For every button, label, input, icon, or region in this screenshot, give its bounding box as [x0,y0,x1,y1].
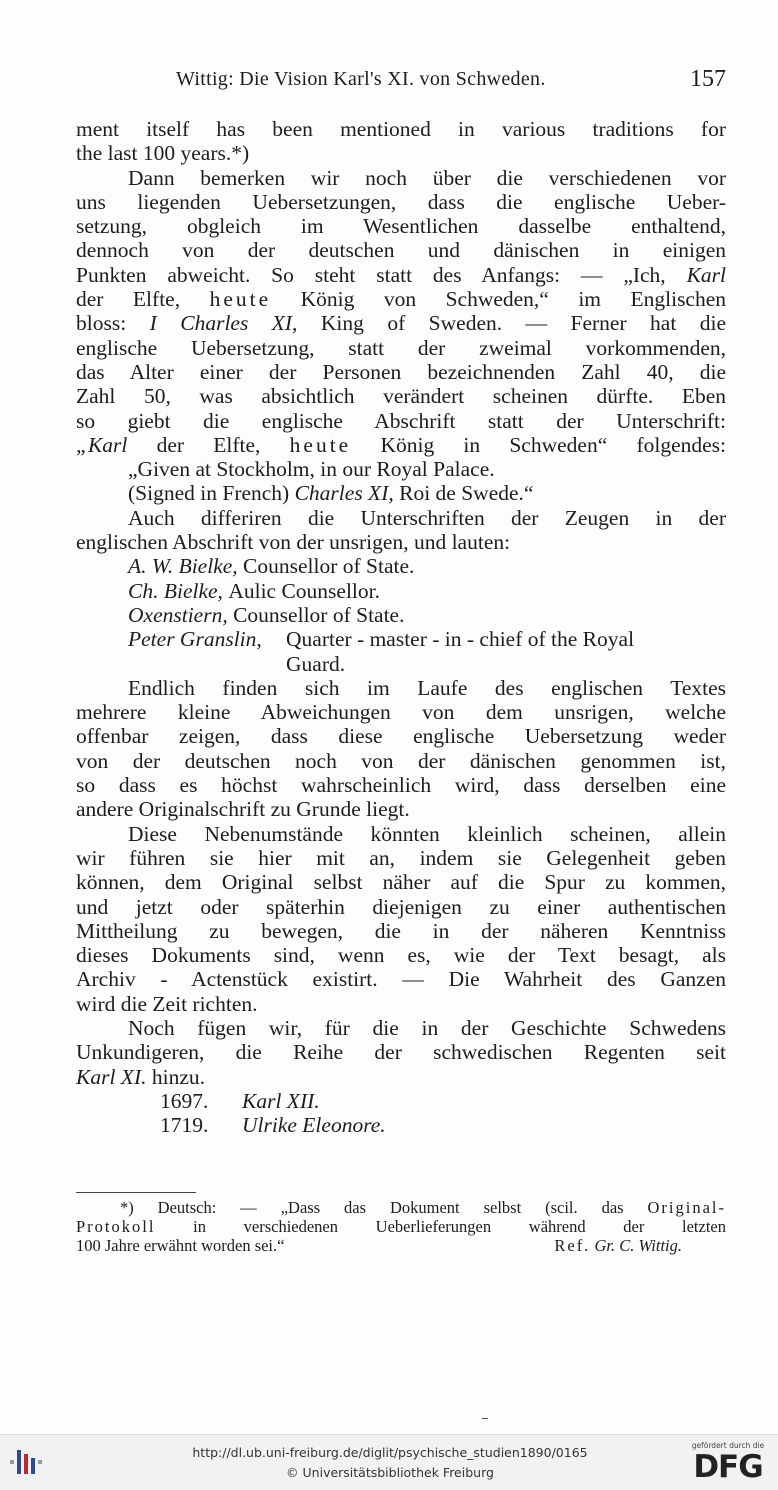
dfg-logo[interactable] [688,1441,768,1485]
text-line: wir führen sie hier mit an, indem sie Gelegenheit geben [76,845,726,870]
text-line: englische Uebersetzung, statt der zweimal vorkommenden, [76,335,726,360]
regent-name: Ulrike Eleonore. [242,1113,386,1138]
text-run: *) Deutsch: — „Dass das Dokument selbst (scil. das [120,1198,624,1217]
text-line: Diese Nebenumstände könnten kleinlich scheinen, allein [128,821,726,846]
text-line: Unkundigeren, die Reihe der schwedischen Regenten seit [76,1040,726,1065]
signatory [76,627,726,651]
footnote [76,1198,726,1255]
signatory-role: Quarter - master - in - chief of the Royal [286,627,635,652]
page-url-link[interactable]: http://dl.ub.uni-freiburg.de/diglit/psychische_studien1890/0165 [192,1445,588,1460]
ub-freiburg-logo-icon[interactable] [10,1448,46,1478]
regent-year: 1697. [160,1088,209,1113]
text-run: Roi de Swede.“ [399,481,534,506]
text-line [76,311,726,335]
text-run: König in Schweden“ folgendes: [380,432,727,457]
running-title: Wittig: Die Vision Karl's XI. von Schweden. [176,68,546,90]
signatory [76,579,726,603]
dfg-logo-text: DFG [693,1449,763,1485]
text-line: dieses Dokuments sind, wenn es, wie der Text besagt, als [76,943,726,968]
signatory [76,603,726,627]
english-quote [76,457,726,506]
text-line: mehrere kleine Abweichungen von dem unsrigen, welche [76,700,726,725]
text-run: Punkten abweicht. So steht statt des Anfangs: — „Ich, [76,262,666,287]
paragraph-5 [76,822,726,1016]
copyright-notice: © Universitätsbibliothek Freiburg [286,1465,494,1480]
text-line: the last 100 years.*) [76,141,250,166]
footnote-line [76,1236,726,1255]
signatory-name: Oxenstiern, [128,602,228,627]
text-line: so dass es höchst wahrscheinlich wird, dass derselben eine [76,773,726,798]
text-line: und jetzt oder späterhin diejenigen zu einer authentischen [76,894,726,919]
text-line: können, dem Original selbst näher auf die Spur zu kommen, [76,870,726,895]
italic-run: „Karl [76,432,128,457]
page-mark [482,1418,488,1419]
body-text [76,117,726,1137]
spaced-run: heute [289,432,352,457]
text-run: der Elfte, [76,287,181,312]
text-line: wird die Zeit richten. [76,991,258,1016]
signatory-role: Counsellor of State. [233,602,405,627]
text-line: „Given at Stockholm, in our Royal Palace. [128,457,495,482]
text-line: Auch differiren die Unterschriften der Zeugen in der [128,505,726,530]
text-line: das Alter einer der Personen bezeichnenden Zahl 40, die [76,359,726,384]
footnote-line [76,1198,726,1217]
italic-run: Karl XI. [76,1064,147,1089]
signatory [76,554,726,578]
signatory-role: Aulic Counsellor. [228,578,380,603]
text-line: Noch fügen wir, für die in der Geschichte Schwedens [128,1015,726,1040]
signatory-name: A. W. Bielke, [128,554,238,579]
text-run: König von Schweden,“ im Englischen [300,287,727,312]
paragraph-2 [76,166,726,458]
signatory-continuation [76,652,726,676]
text-line: Endlich finden sich im Laufe des englischen Textes [128,675,726,700]
regent-year: 1719. [160,1113,209,1138]
text-line [76,287,726,311]
text-line [128,481,726,505]
text-line: Dann bemerken wir noch über die verschiedenen vor [128,165,726,190]
dfg-caption: gefördert durch die [691,1441,765,1450]
italic-run: Gr. C. Wittig. [594,1236,682,1255]
signatory-name: Peter Granslin, [128,627,262,652]
paragraph-3 [76,506,726,555]
footnote-signature [554,1236,726,1255]
text-line: von der deutschen noch von der dänischen genommen ist, [76,748,726,773]
text-line: Zahl 50, was absichtlich verändert scheinen dürfte. Eben [76,384,726,409]
signatory-name: Ch. Bielke, [128,578,223,603]
text-line: uns liegenden Uebersetzungen, dass die englische Ueber- [76,189,726,214]
text-run: hinzu. [151,1064,206,1089]
text-line [76,1065,726,1089]
text-line: ment itself has been mentioned in various traditions for [76,117,726,141]
viewer-footer [0,1434,778,1490]
text-line: so giebt die englische Abschrift statt der Unterschrift: [76,408,726,433]
text-run: bloss: [76,311,127,336]
signatory-list [76,554,726,675]
text-line: Archiv - Actenstück existirt. — Die Wahrheit des Ganzen [76,967,726,992]
regent-list [76,1089,726,1138]
text-run: King of Sweden. — Ferner hat die [320,311,727,336]
text-run: der Elfte, [156,432,261,457]
regent-name: Karl XII. [242,1088,320,1113]
text-line: setzung, obgleich im Wesentlichen dasselbe enthaltend, [76,214,726,239]
text-line [76,263,726,287]
text-run: 100 Jahre erwähnt worden sei.“ [76,1236,285,1255]
regent-item [160,1089,726,1113]
spaced-run: heute [209,287,272,312]
paragraph-1 [76,117,726,166]
footnote-line [76,1217,726,1236]
signatory-role: Counsellor of State. [243,554,415,579]
spaced-run: Protokoll [76,1217,156,1236]
text-line: dennoch von der deutschen und dänischen in einigen [76,238,726,263]
regent-item [160,1113,726,1137]
text-line: englischen Abschrift von der unsrigen, und lauten: [76,530,511,555]
paragraph-4 [76,676,726,822]
signatory-role: Guard. [286,651,346,676]
text-line: offenbar zeigen, dass diese englische Uebersetzung weder [76,724,726,749]
italic-run: I Charles XI, [149,311,298,336]
running-header [76,66,726,100]
text-line [76,433,726,457]
text-run: (Signed in French) [128,481,290,506]
spaced-run: Ref. [554,1236,591,1255]
paragraph-6 [76,1016,726,1089]
text-run: in verschiedenen Ueberlieferungen während der letzten [193,1217,726,1236]
italic-run: Karl [686,262,726,287]
footnote-rule [76,1192,196,1193]
text-line: Mittheilung zu bewegen, die in der näheren Kenntniss [76,918,726,943]
italic-run: Charles XI, [294,481,394,506]
page-number: 157 [690,66,726,92]
spaced-run: Original- [647,1198,726,1217]
text-line: andere Originalschrift zu Grunde liegt. [76,797,410,822]
